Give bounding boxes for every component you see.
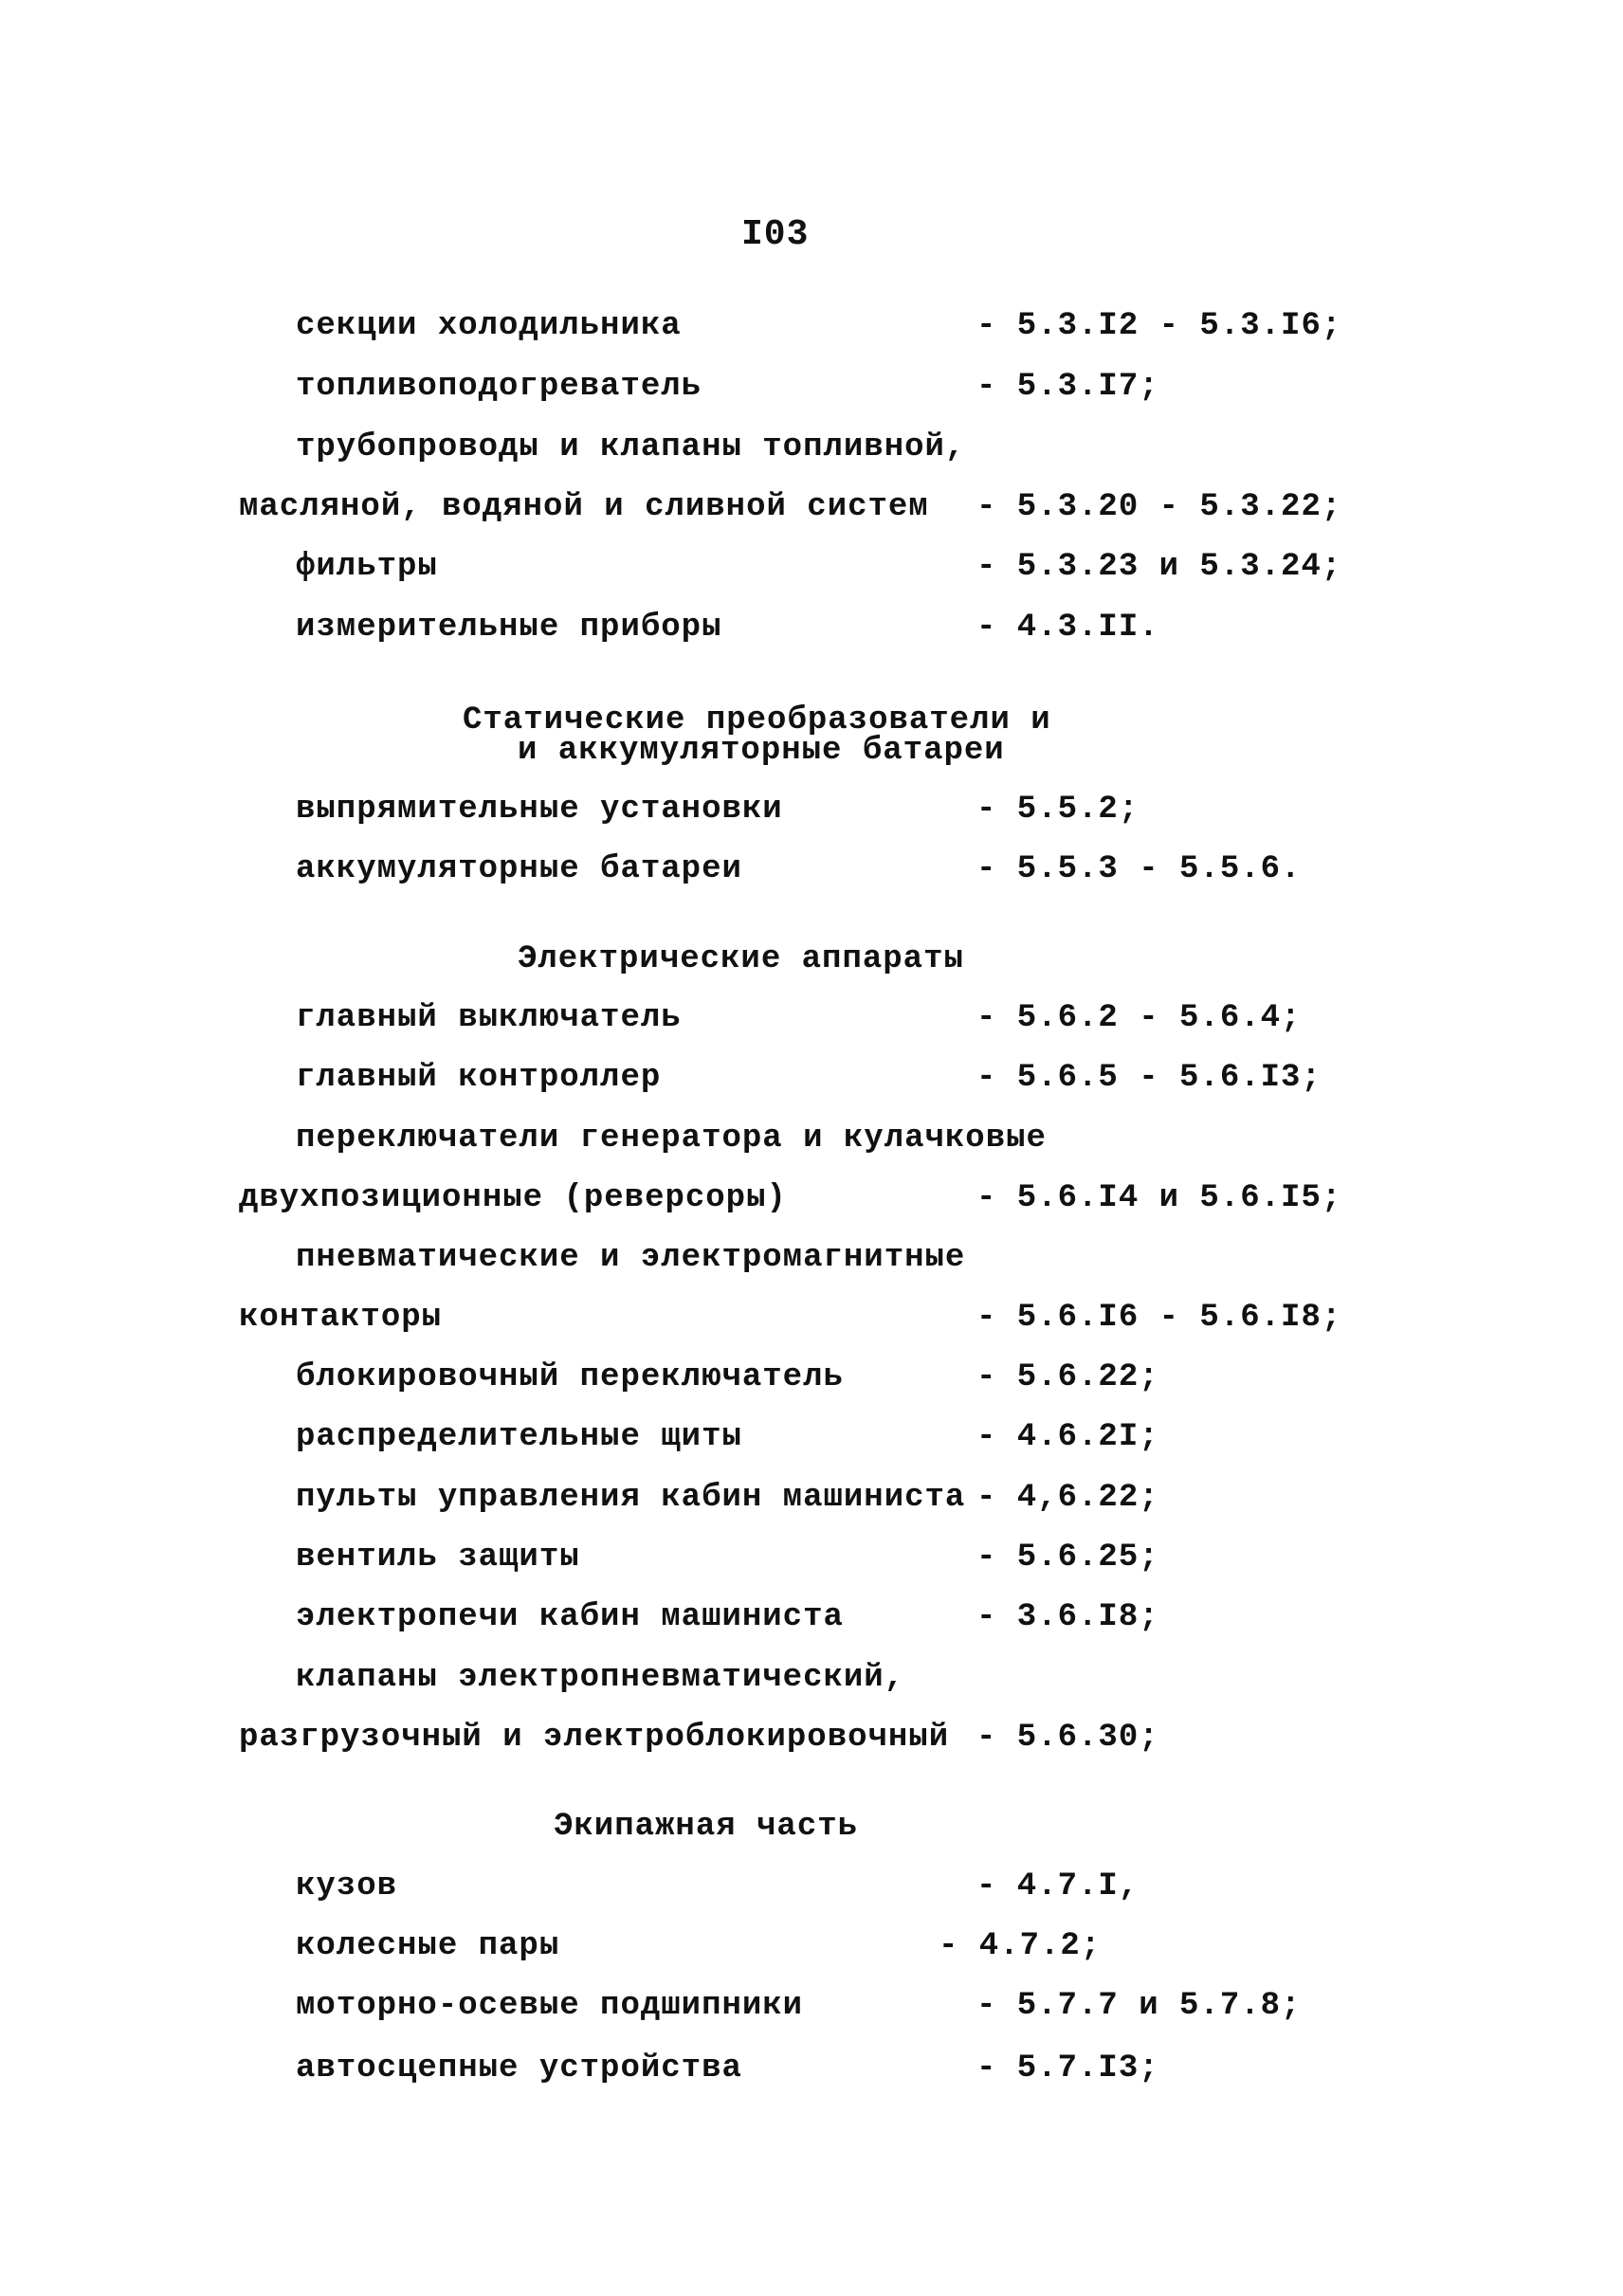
list-item-ref: - 5.3.I2 - 5.3.I6; bbox=[976, 308, 1342, 344]
list-item-label: пульты управления кабин машиниста bbox=[296, 1480, 966, 1516]
list-item-label: кузов bbox=[296, 1868, 398, 1904]
list-item-label: главный контроллер bbox=[296, 1060, 662, 1096]
list-item-label: аккумуляторные батареи bbox=[296, 851, 742, 887]
list-item-label: двухпозиционные (реверсоры) bbox=[239, 1180, 787, 1216]
list-item-ref: - 5.3.I7; bbox=[976, 369, 1159, 405]
list-item-ref: - 5.5.3 - 5.5.6. bbox=[976, 851, 1302, 887]
list-item-label: вентиль защиты bbox=[296, 1540, 580, 1576]
list-item-label: фильтры bbox=[296, 549, 438, 585]
list-item-ref: - 5.3.23 и 5.3.24; bbox=[976, 549, 1342, 585]
list-item-ref: - 5.3.20 - 5.3.22; bbox=[976, 489, 1342, 525]
list-item-label: автосцепные устройства bbox=[296, 2050, 742, 2086]
list-item-ref: - 3.6.I8; bbox=[976, 1599, 1159, 1635]
list-item-label: моторно-осевые подшипники bbox=[296, 1988, 804, 2024]
list-item-label: контакторы bbox=[239, 1300, 443, 1336]
list-item-ref: - 5.7.I3; bbox=[976, 2050, 1159, 2086]
list-item-label: масляной, водяной и сливной систем bbox=[239, 489, 929, 525]
list-item-label: блокировочный переключатель bbox=[296, 1359, 844, 1395]
list-item-label: переключатели генератора и кулачковые bbox=[296, 1121, 1047, 1157]
list-item-label: распределительные щиты bbox=[296, 1419, 742, 1455]
list-item-label: разгрузочный и электроблокировочный bbox=[239, 1720, 950, 1756]
section-heading: Электрические аппараты bbox=[518, 941, 964, 977]
list-item-ref: - 4.3.II. bbox=[976, 610, 1159, 646]
list-item-ref: - 5.6.30; bbox=[976, 1720, 1159, 1756]
list-item-label: главный выключатель bbox=[296, 1000, 682, 1036]
list-item-label: топливоподогреватель bbox=[296, 369, 702, 405]
list-item-ref: - 5.6.2 - 5.6.4; bbox=[976, 1000, 1302, 1036]
list-item-label: измерительные приборы bbox=[296, 610, 722, 646]
list-item-label: колесные пары bbox=[296, 1928, 560, 1964]
list-item-ref: - 5.5.2; bbox=[976, 792, 1140, 828]
section-heading: Статические преобразователи и bbox=[463, 702, 1051, 738]
list-item-label: электропечи кабин машиниста bbox=[296, 1599, 844, 1635]
list-item-label: клапаны электропневматический, bbox=[296, 1660, 905, 1696]
section-heading: Экипажная часть bbox=[554, 1809, 859, 1845]
section-heading: и аккумуляторные батареи bbox=[518, 733, 1005, 769]
list-item-label: выпрямительные установки bbox=[296, 792, 783, 828]
page-number: I03 bbox=[741, 214, 810, 255]
list-item-ref: - 5.6.I6 - 5.6.I8; bbox=[976, 1300, 1342, 1336]
list-item-ref: - 5.6.25; bbox=[976, 1540, 1159, 1576]
list-item-label: пневматические и электромагнитные bbox=[296, 1240, 966, 1276]
list-item-ref: - 5.6.I4 и 5.6.I5; bbox=[976, 1180, 1342, 1216]
list-item-label: секции холодильника bbox=[296, 308, 682, 344]
list-item-ref: - 4,6.22; bbox=[976, 1480, 1159, 1516]
list-item-ref: - 4.6.2I; bbox=[976, 1419, 1159, 1455]
list-item-ref: - 4.7.2; bbox=[939, 1928, 1102, 1964]
list-item-ref: - 4.7.I, bbox=[976, 1868, 1140, 1904]
list-item-ref: - 5.6.22; bbox=[976, 1359, 1159, 1395]
list-item-ref: - 5.6.5 - 5.6.I3; bbox=[976, 1060, 1322, 1096]
list-item-label: трубопроводы и клапаны топливной, bbox=[296, 429, 966, 465]
list-item-ref: - 5.7.7 и 5.7.8; bbox=[976, 1988, 1302, 2024]
